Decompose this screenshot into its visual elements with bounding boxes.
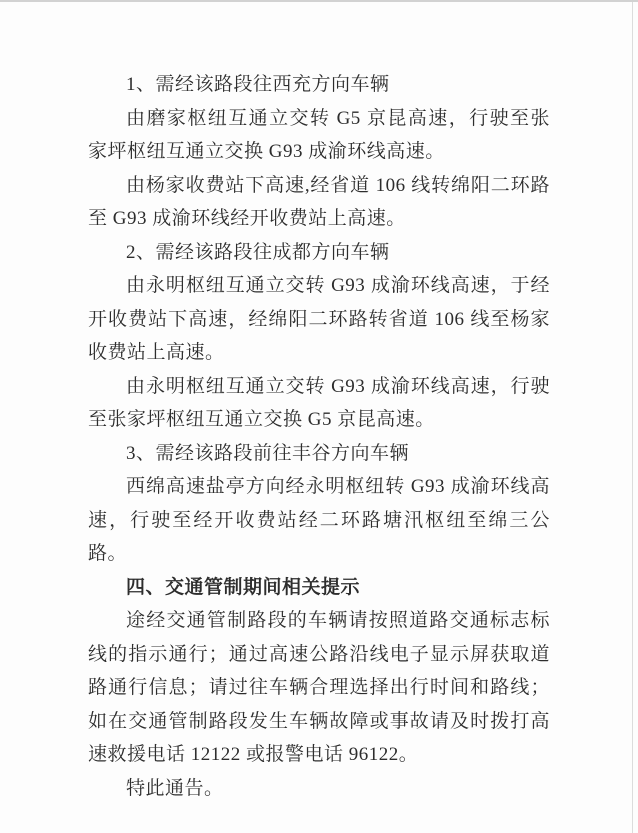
page-right-edge-line — [632, 2, 633, 833]
paragraph-chengdu-route-via-zhangjiaping-hub: 由永明枢纽互通立交转 G93 成渝环线高速，行驶至张家坪枢纽互通立交换 G5 京昆高速。 — [88, 375, 550, 430]
paragraph-fenggu-route: 西绵高速盐亭方向经永明枢纽转 G93 成渝环线高速，行驶至经开收费站经二环路塘汛枢纽至绵三公路。 — [88, 476, 550, 564]
paragraph-west-route-via-mojia-hub: 由磨家枢纽互通立交转 G5 京昆高速，行驶至张家坪枢纽互通立交换 G93 成渝环线高速。 — [88, 107, 550, 162]
paragraph-west-direction-heading: 1、需经该路段往西充方向车辆 — [126, 74, 390, 95]
paragraph-chengdu-direction-heading: 2、需经该路段往成都方向车辆 — [126, 241, 390, 263]
paragraph-fenggu-direction-heading: 3、需经该路段前往丰谷方向车辆 — [126, 442, 410, 464]
paragraph-chengdu-route-via-jingkai-toll: 由永明枢纽互通立交转 G93 成渝环线高速，于经开收费站下高速，经绵阳二环路转省道 106 线至杨家收费站上高速。 — [88, 275, 550, 363]
paragraph-west-route-via-yangjia-toll: 由杨家收费站下高速,经省道 106 线转绵阳二环路至 G93 成渝环线经开收费站上高速。 — [88, 174, 550, 229]
paragraph-control-period-tips-body: 途经交通管制路段的车辆请按照道路交通标志标线的指示通行；通过高速公路沿线电子显示屏获取道路通行信息；请过往车辆合理选择出行时间和路线；如在交通管制路段发生车辆故障或事故请及时拨打高速救援电话 12122 或报警电话 96122。 — [88, 610, 550, 765]
paragraph-control-period-tips-heading: 四、交通管制期间相关提示 — [126, 576, 361, 598]
paragraph-closing-statement: 特此通告。 — [126, 777, 224, 799]
